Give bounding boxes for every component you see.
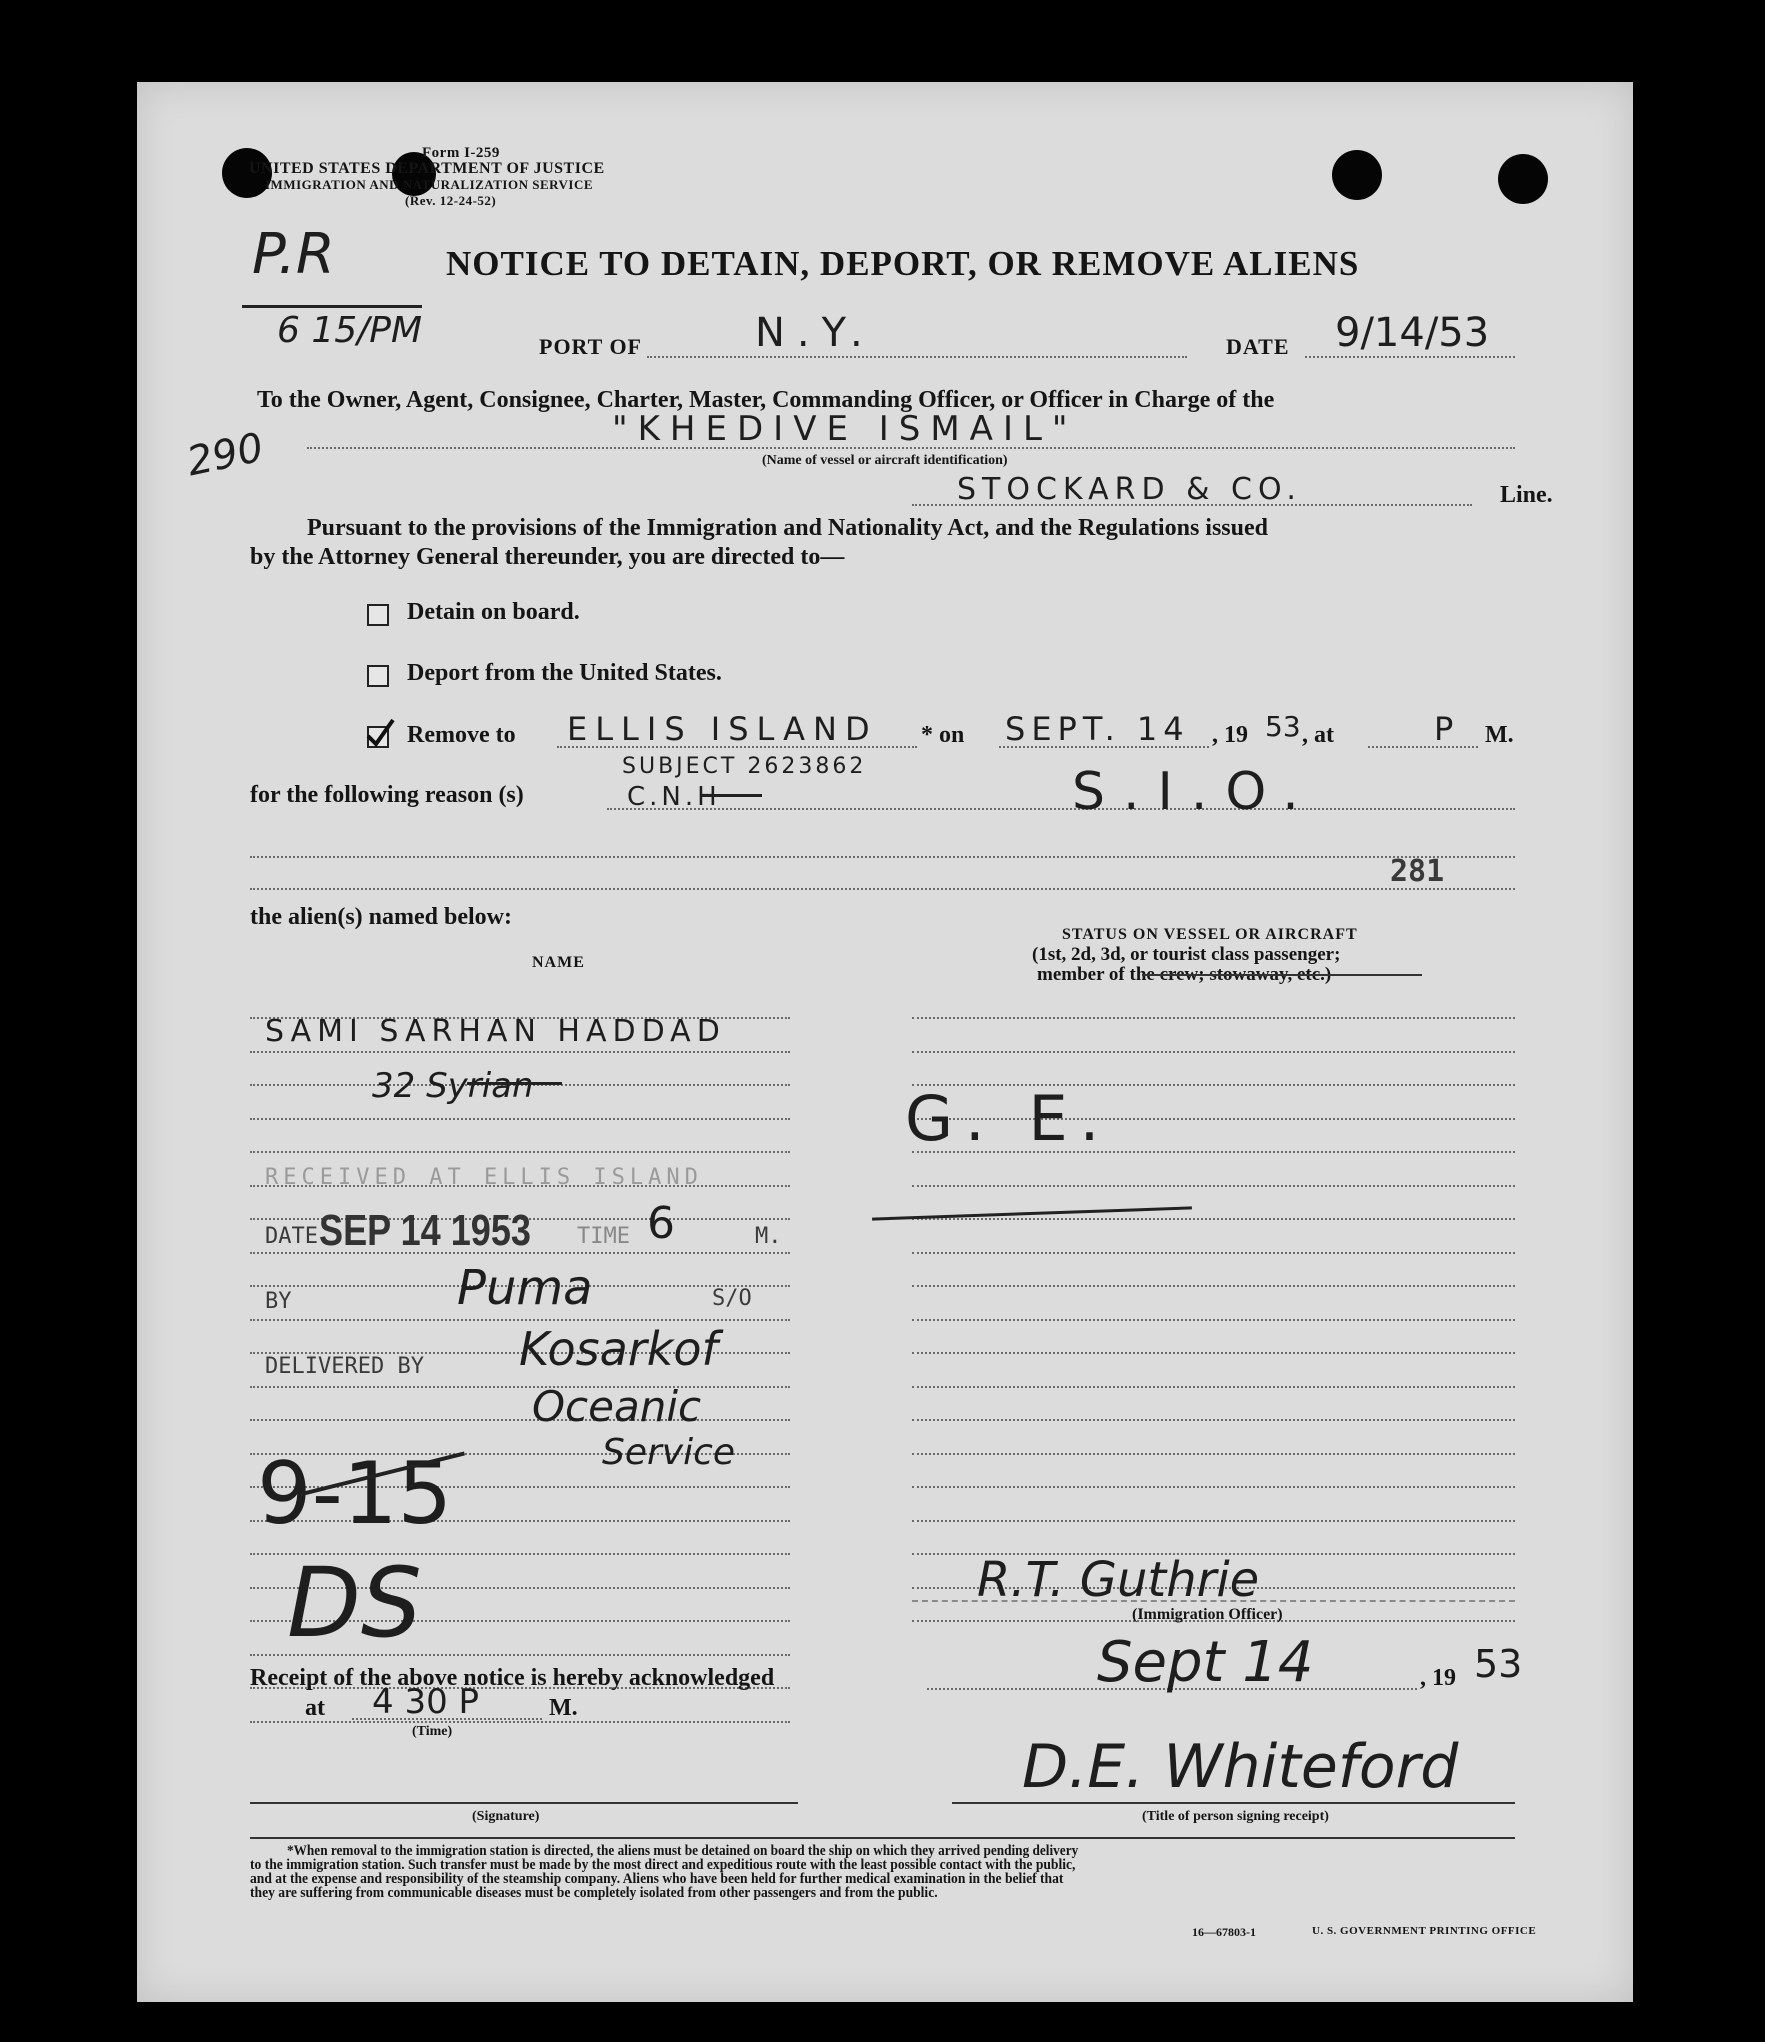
detain-option-label: Detain on board. <box>407 599 580 625</box>
receipt-title-signature: D.E. Whiteford <box>1022 1732 1459 1802</box>
directive-text-1: Pursuant to the provisions of the Immigration and Nationality Act, and the Regulations issued <box>307 515 1268 541</box>
receipt-title-caption: (Title of person signing receipt) <box>1142 1809 1329 1824</box>
at-time-value: P <box>1434 710 1454 748</box>
footnote-rule <box>250 1837 1515 1839</box>
status-row-line <box>912 1252 1515 1254</box>
reason-label: for the following reason (s) <box>250 782 524 808</box>
printer-code: 16—67803-1 <box>1192 1925 1256 1939</box>
reason-handwritten-code: C.N.H <box>627 782 721 812</box>
margin-note-rule <box>242 305 422 308</box>
receipt-at-label: at <box>305 1695 325 1721</box>
vessel-name-value: "KHEDIVE ISMAIL" <box>612 409 1078 449</box>
m-label: M. <box>1485 722 1514 748</box>
name-column-header: NAME <box>532 954 585 971</box>
vessel-caption: (Name of vessel or aircraft identification) <box>762 453 1008 468</box>
status-strikeout <box>1142 974 1422 976</box>
name-row-line <box>250 1151 790 1153</box>
status-row-line <box>912 1520 1515 1522</box>
status-row-line <box>912 1185 1515 1187</box>
name-row-line <box>250 1386 790 1388</box>
receipt-time-caption: (Time) <box>412 1724 453 1739</box>
department-name: UNITED STATES DEPARTMENT OF JUSTICE <box>249 160 605 177</box>
delivered-by-label: DELIVERED BY <box>265 1354 424 1379</box>
alien-detail-strikeout <box>467 1082 562 1085</box>
year-prefix: , 19 <box>1212 722 1248 748</box>
receipt-year-value: 53 <box>1474 1642 1523 1686</box>
receipt-title-line <box>952 1802 1515 1804</box>
date-value: 9/14/53 <box>1335 310 1490 356</box>
detain-checkbox[interactable] <box>367 604 389 626</box>
port-label: PORT OF <box>539 334 642 359</box>
officer-caption: (Immigration Officer) <box>1132 1606 1283 1623</box>
reason-line-3 <box>250 888 1515 890</box>
delivered-by-company-2: Service <box>602 1432 736 1473</box>
status-row-line <box>912 1051 1515 1053</box>
reason-code-value: S.I.O. <box>1072 762 1317 822</box>
status-row-line <box>912 1453 1515 1455</box>
status-row-line <box>912 1285 1515 1287</box>
line-label: Line. <box>1500 482 1553 508</box>
at-field-line <box>1368 746 1478 748</box>
service-name: IMMIGRATION AND NATURALIZATION SERVICE <box>265 177 594 192</box>
name-row-line <box>250 1319 790 1321</box>
handwritten-note-number: 9-15 <box>257 1444 453 1544</box>
status-row-line <box>912 1218 1515 1220</box>
received-date-label: DATE <box>265 1224 318 1249</box>
received-by-value: Puma <box>457 1260 593 1316</box>
port-field-line <box>647 356 1187 358</box>
year-value: 53 <box>1265 710 1301 743</box>
status-row-line <box>912 1319 1515 1321</box>
printer-office: U. S. GOVERNMENT PRINTING OFFICE <box>1312 1925 1537 1937</box>
remove-to-value: ELLIS ISLAND <box>567 710 878 748</box>
alien-name-value: SAMI SARHAN HADDAD <box>265 1014 726 1049</box>
footnote-line-1: *When removal to the immigration station is directed, the aliens must be detained on board the ship on which they arrived pending delivery <box>287 1843 1079 1859</box>
status-row-line <box>912 1386 1515 1388</box>
deport-option-label: Deport from the United States. <box>407 660 722 686</box>
margin-note-number: 290 <box>183 424 268 486</box>
receipt-time-value: 4 30 P <box>372 1682 480 1722</box>
stamp-number: 281 <box>1390 854 1445 889</box>
on-label: * on <box>921 722 965 748</box>
reason-line-2 <box>250 856 1515 858</box>
received-date-value: SEP 14 1953 <box>319 1206 531 1255</box>
reason-handwritten-subject: SUBJECT 2623862 <box>622 754 867 779</box>
reason-strikeout <box>702 794 762 797</box>
received-m-label: M. <box>755 1224 782 1249</box>
footnote-line-2: to the immigration station. Such transfer must be made by the most direct and expeditious route with the least possible contact with the public, <box>250 1857 1076 1873</box>
reason-line-1 <box>607 808 1515 810</box>
port-value: N.Y. <box>755 310 875 356</box>
alien-detail-value: 32 Syrian <box>372 1066 534 1106</box>
footnote-line-4: they are suffering from communicable diseases must be completely isolated from other passengers and from the public. <box>250 1885 938 1901</box>
receipt-signature-caption: (Signature) <box>472 1809 540 1824</box>
receipt-text: Receipt of the above notice is hereby acknowledged <box>250 1665 775 1691</box>
name-row-line <box>250 1118 790 1120</box>
status-row-line <box>912 1486 1515 1488</box>
name-row-line <box>250 1721 790 1723</box>
receipt-date-value: Sept 14 <box>1097 1630 1314 1695</box>
receipt-m-label: M. <box>549 1695 578 1721</box>
addressee-line: To the Owner, Agent, Consignee, Charter, Master, Commanding Officer, or Officer in Charge of the <box>257 387 1275 413</box>
received-time-label: TIME <box>577 1224 630 1249</box>
remove-checkbox[interactable] <box>367 726 389 748</box>
check-mark-icon <box>365 718 395 748</box>
margin-note-time: 6 15/PM <box>277 310 423 351</box>
punch-hole-right-1 <box>1332 150 1382 200</box>
status-column-header: STATUS ON VESSEL OR AIRCRAFT <box>1062 926 1358 943</box>
delivered-by-company: Oceanic <box>532 1382 702 1431</box>
name-row-line <box>250 1419 790 1421</box>
received-by-suffix: S/O <box>712 1286 752 1311</box>
status-row-line <box>912 1352 1515 1354</box>
date-label: DATE <box>1226 334 1290 359</box>
revision-date: (Rev. 12-24-52) <box>405 193 497 208</box>
status-subheader-1: (1st, 2d, 3d, or tourist class passenger; <box>1032 944 1341 965</box>
form-number: Form I-259 <box>422 145 500 161</box>
shipping-line-value: STOCKARD & CO. <box>957 472 1302 507</box>
name-row-line <box>250 1051 790 1053</box>
handwritten-note-initials: DS <box>287 1547 422 1659</box>
punch-hole-right-2 <box>1498 154 1548 204</box>
deport-checkbox[interactable] <box>367 665 389 687</box>
officer-signature-line <box>912 1600 1515 1602</box>
received-time-value: 6 <box>647 1198 675 1249</box>
alien-status-value: G. E. <box>905 1082 1112 1155</box>
receipt-year-prefix: , 19 <box>1420 1665 1456 1691</box>
received-stamp-header: RECEIVED AT ELLIS ISLAND <box>265 1165 703 1190</box>
aliens-intro: the alien(s) named below: <box>250 904 512 930</box>
on-date-value: SEPT. 14 <box>1005 710 1190 748</box>
remove-option-label: Remove to <box>407 722 516 748</box>
status-subheader-2: member of the crew; stowaway, etc.) <box>1037 964 1332 985</box>
footnote-line-3: and at the expense and responsibility of the steamship company. Aliens who have been held for further medical examination in the belief that <box>250 1871 1064 1887</box>
directive-text-2: by the Attorney General thereunder, you are directed to— <box>250 544 845 570</box>
form-document <box>137 82 1633 2002</box>
date-field-line <box>1305 356 1515 358</box>
status-row-line <box>912 1419 1515 1421</box>
officer-signature: R.T. Guthrie <box>977 1552 1260 1608</box>
status-row-line <box>912 1017 1515 1019</box>
margin-note-pr: P.R <box>252 222 335 287</box>
page-title: NOTICE TO DETAIN, DEPORT, OR REMOVE ALIENS <box>446 244 1360 283</box>
delivered-by-value: Kosarkof <box>519 1322 718 1376</box>
receipt-signature-line <box>250 1802 798 1804</box>
at-label: , at <box>1302 722 1334 748</box>
received-by-label: BY <box>265 1289 292 1314</box>
